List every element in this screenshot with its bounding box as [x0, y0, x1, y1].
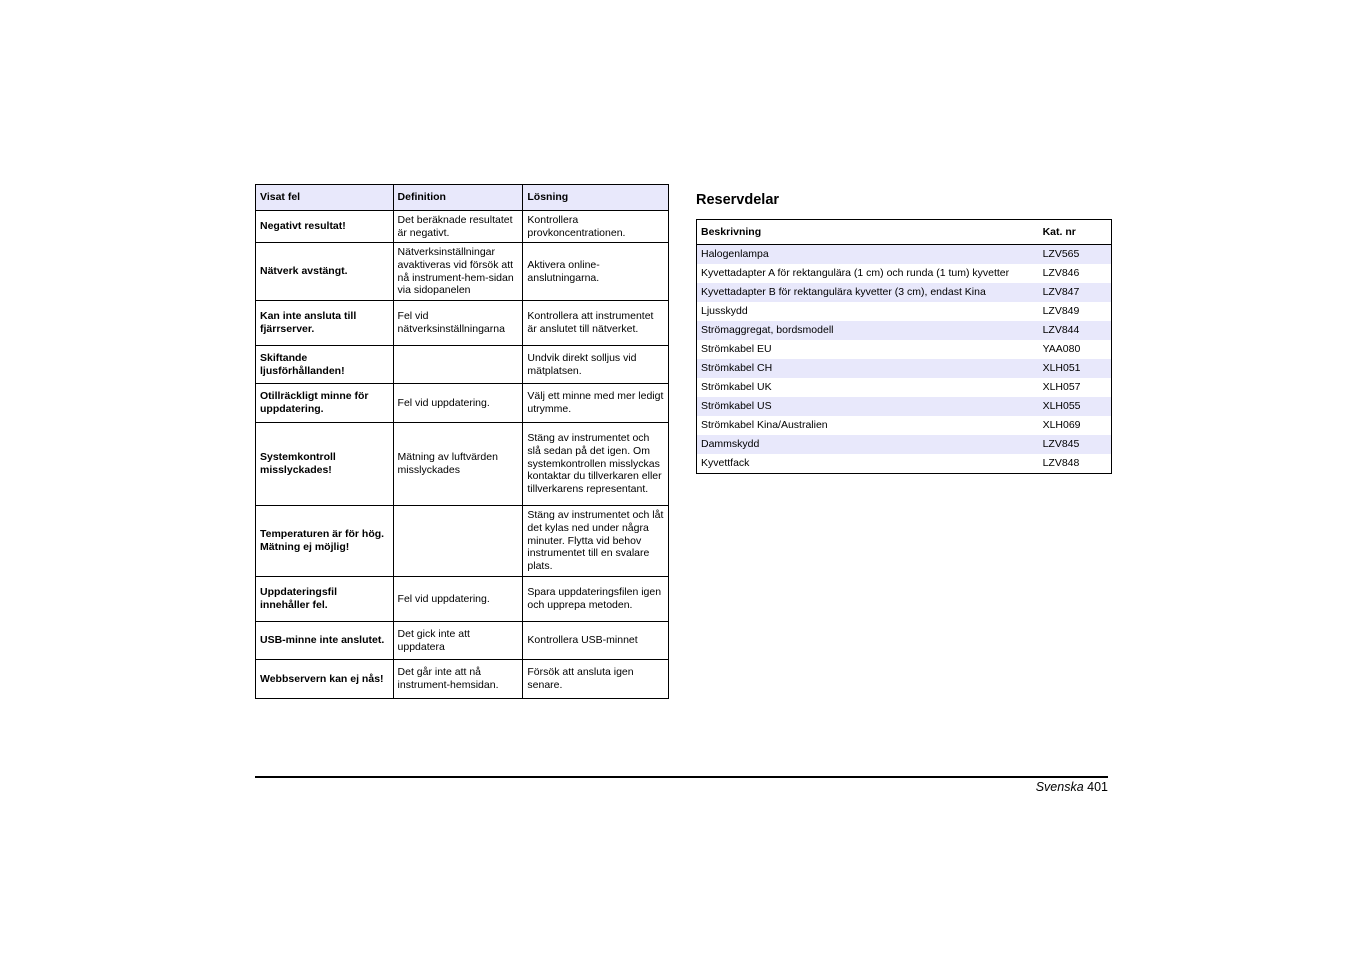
solution-cell: Stäng av instrumentet och låt det kylas ned under några minuter. Flytta vid behov instrumentet till en svalare plats.: [523, 506, 669, 577]
part-description: Kyvettadapter B för rektangulära kyvetter (3 cm), endast Kina: [697, 283, 1039, 302]
table-row: [697, 245, 1112, 265]
definition-cell: [393, 346, 523, 384]
part-description: Strömkabel CH: [697, 359, 1039, 378]
header-kat-nr: Kat. nr: [1039, 220, 1112, 245]
table-row: [697, 302, 1112, 321]
table-row: [697, 340, 1112, 359]
error-cell: Uppdateringsfil innehåller fel.: [256, 577, 394, 622]
error-cell: Otillräckligt minne för uppdatering.: [256, 384, 394, 423]
part-cat-no: XLH051: [1039, 359, 1112, 378]
table-row: [256, 660, 669, 699]
part-cat-no: LZV846: [1042, 267, 1080, 280]
page-number: 401: [1087, 780, 1108, 794]
definition-cell: [393, 506, 523, 577]
table-row: [697, 416, 1112, 435]
definition-cell: Nätverksinställningar avaktiveras vid försök att nå instrument-hem-sidan via sidopanelen: [393, 243, 523, 301]
footer-divider: [255, 776, 1108, 778]
part-description: Strömkabel US: [697, 397, 1039, 416]
page-footer: [1036, 780, 1108, 794]
definition-cell: Fel vid nätverksinställningarna: [393, 301, 523, 346]
table-row: [256, 211, 669, 243]
part-description: Strömaggregat, bordsmodell: [697, 321, 1039, 340]
parts-heading: Reservdelar: [696, 192, 780, 208]
part-cat-no: XLH055: [1039, 397, 1112, 416]
table-row: [256, 243, 669, 301]
definition-cell: Fel vid uppdatering.: [393, 577, 523, 622]
table-row: [256, 577, 669, 622]
part-cat-no: LZV848: [1042, 457, 1080, 470]
table-row: [697, 283, 1112, 302]
part-description: Strömkabel Kina/Australien: [701, 419, 828, 432]
part-description: Dammskydd: [697, 435, 1039, 454]
table-row: [256, 622, 669, 660]
header-definition: Definition: [393, 185, 523, 211]
footer-language: Svenska: [1035, 780, 1084, 794]
part-cat-no: LZV845: [1039, 435, 1112, 454]
part-description: Kyvettfack: [701, 457, 750, 470]
part-cat-no: LZV565: [1039, 245, 1112, 265]
part-cat-no: LZV847: [1039, 283, 1112, 302]
header-visat-fel: Visat fel: [256, 185, 394, 211]
part-cat-no: YAA080: [1042, 343, 1081, 356]
solution-cell: Kontrollera USB-minnet: [523, 622, 669, 660]
header-losning: Lösning: [523, 185, 669, 211]
table-row: [256, 423, 669, 506]
solution-cell: Kontrollera provkoncentrationen.: [523, 211, 669, 243]
parts-table: [696, 219, 1112, 474]
solution-cell: Försök att ansluta igen senare.: [523, 660, 669, 699]
table-row: [697, 264, 1112, 283]
definition-cell: Det gick inte att uppdatera: [393, 622, 523, 660]
part-description: Strömkabel UK: [701, 381, 772, 394]
solution-cell: Välj ett minne med mer ledigt utrymme.: [523, 384, 669, 423]
table-row: [697, 321, 1112, 340]
table-row: [256, 301, 669, 346]
error-table-header: [256, 185, 669, 211]
error-cell: Skiftande ljusförhållanden!: [256, 346, 394, 384]
parts-table-header: [697, 220, 1112, 245]
table-row: [256, 384, 669, 423]
table-row: [697, 359, 1112, 378]
solution-cell: Spara uppdateringsfilen igen och upprepa metoden.: [523, 577, 669, 622]
table-row: [697, 454, 1112, 474]
error-cell: Systemkontroll misslyckades!: [256, 423, 394, 506]
error-cell: Temperaturen är för hög. Mätning ej möjlig!: [256, 506, 394, 577]
error-table: [255, 184, 669, 699]
table-row: [256, 346, 669, 384]
part-description: Ljusskydd: [701, 305, 748, 318]
table-row: [256, 506, 669, 577]
table-row: [697, 435, 1112, 454]
definition-cell: Det går inte att nå instrument-hemsidan.: [393, 660, 523, 699]
part-cat-no: LZV849: [1042, 305, 1080, 318]
part-cat-no: LZV844: [1039, 321, 1112, 340]
solution-cell: Kontrollera att instrumentet är anslutet till nätverket.: [523, 301, 669, 346]
table-row: [697, 397, 1112, 416]
solution-cell: Stäng av instrumentet och slå sedan på det igen. Om systemkontrollen misslyckas kontaktar du tillverkaren eller tillverkarens representant.: [523, 423, 669, 506]
definition-cell: Det beräknade resultatet är negativt.: [393, 211, 523, 243]
part-description: Kyvettadapter A för rektangulära (1 cm) och runda (1 tum) kyvetter: [701, 267, 1010, 280]
definition-cell: Mätning av luftvärden misslyckades: [393, 423, 523, 506]
error-cell: Kan inte ansluta till fjärrserver.: [256, 301, 394, 346]
part-cat-no: XLH069: [1042, 419, 1081, 432]
table-row: [697, 378, 1112, 397]
solution-cell: Aktivera online-anslutningarna.: [523, 243, 669, 301]
error-cell: Webbservern kan ej nås!: [256, 660, 394, 699]
part-description: Strömkabel EU: [701, 343, 772, 356]
part-description: Halogenlampa: [697, 245, 1039, 265]
part-cat-no: XLH057: [1042, 381, 1081, 394]
header-beskrivning: Beskrivning: [697, 220, 1039, 245]
definition-cell: Fel vid uppdatering.: [393, 384, 523, 423]
solution-cell: Undvik direkt solljus vid mätplatsen.: [523, 346, 669, 384]
error-cell: Nätverk avstängt.: [256, 243, 394, 301]
error-cell: USB-minne inte anslutet.: [256, 622, 394, 660]
error-cell: Negativt resultat!: [256, 211, 394, 243]
